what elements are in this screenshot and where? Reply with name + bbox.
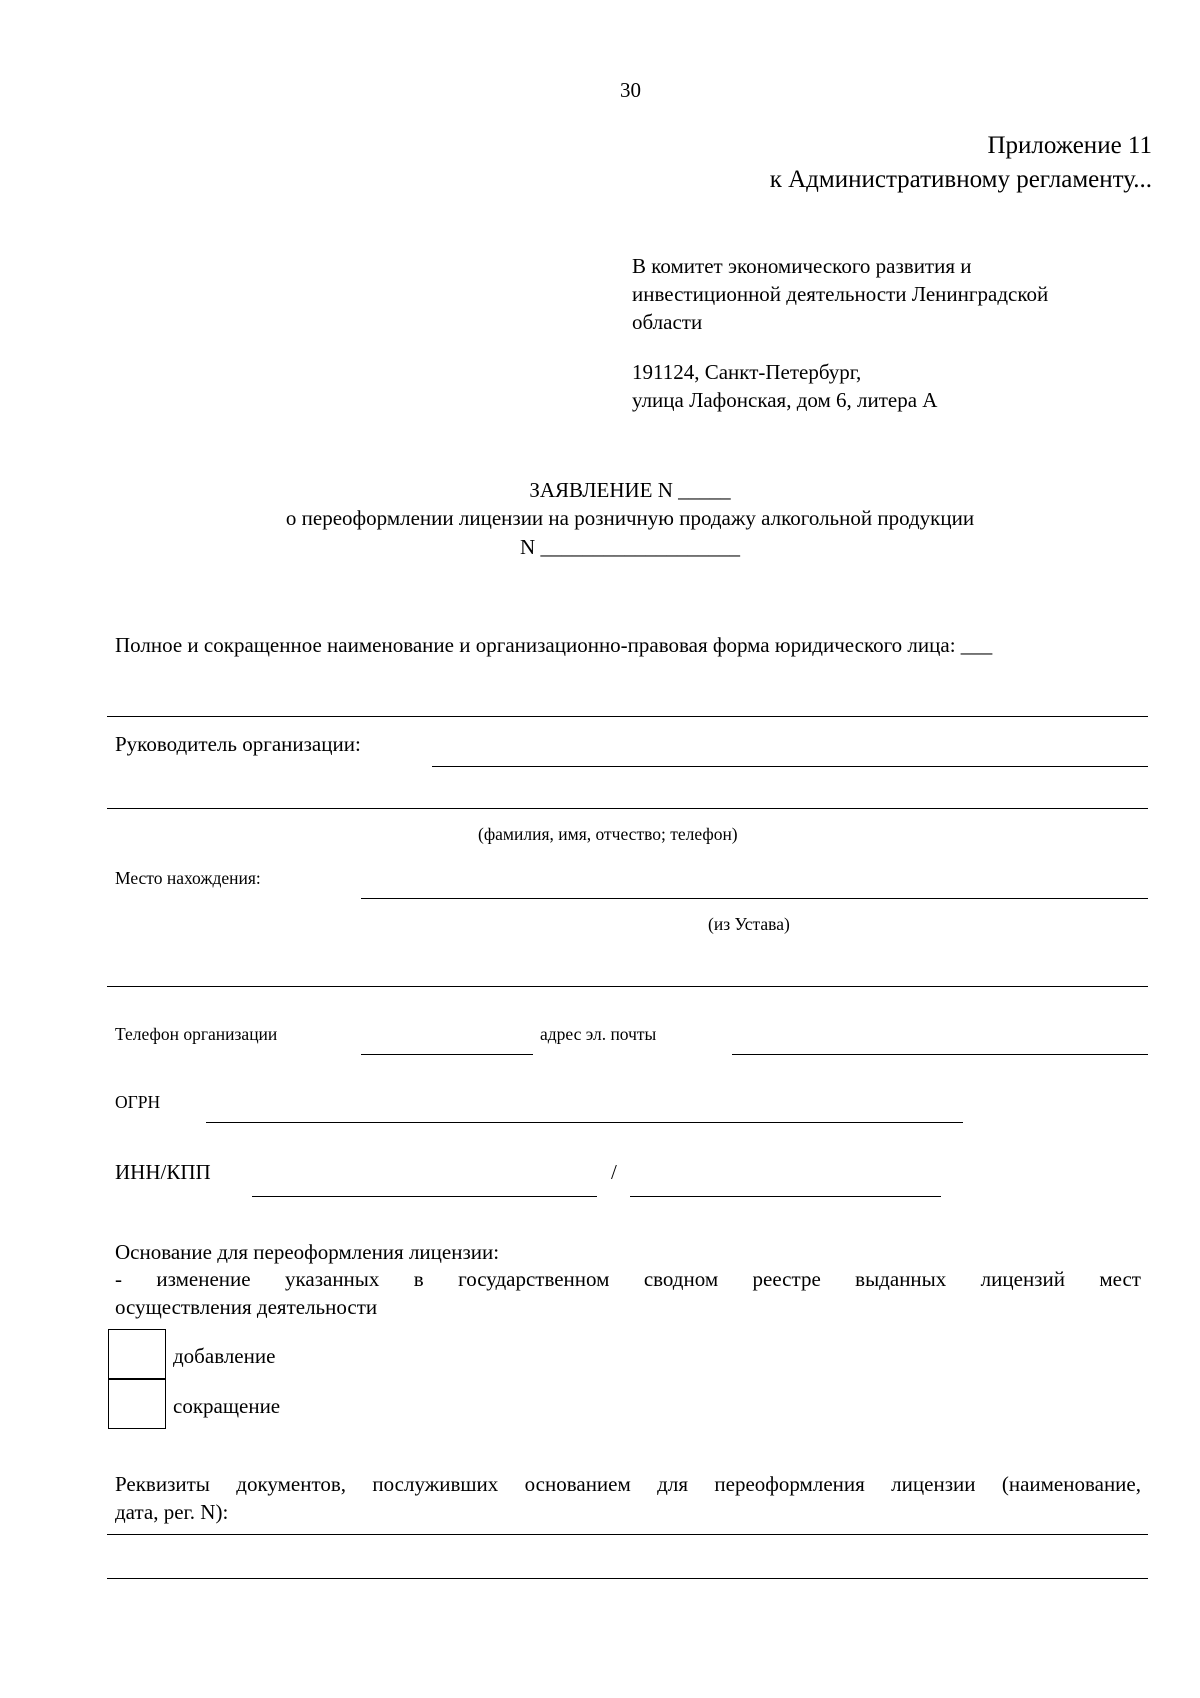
- addressee-address-line: улица Лафонская, дом 6, литера А: [632, 388, 938, 412]
- addressee-line: области: [632, 310, 703, 334]
- email-field[interactable]: [732, 1054, 1148, 1055]
- location-field-continued[interactable]: [107, 986, 1148, 987]
- ogrn-label: ОГРН: [115, 1092, 161, 1112]
- location-hint: (из Устава): [708, 914, 790, 934]
- page-number: 30: [620, 78, 641, 102]
- ogrn-field[interactable]: [206, 1122, 963, 1123]
- kpp-field[interactable]: [630, 1196, 941, 1197]
- appendix-subtitle: к Административному регламенту...: [769, 166, 1152, 193]
- phone-label: Телефон организации: [115, 1024, 278, 1044]
- requisites-line: дата, рег. N):: [115, 1500, 229, 1524]
- option-reduce-label: сокращение: [173, 1394, 281, 1418]
- application-title: ЗАЯВЛЕНИЕ N _____: [529, 478, 731, 502]
- requisites-field-continued[interactable]: [107, 1578, 1148, 1579]
- option-add-label: добавление: [173, 1344, 276, 1368]
- inn-kpp-label: ИНН/КПП: [115, 1160, 211, 1184]
- head-field-continued[interactable]: [107, 808, 1148, 809]
- org-name-field[interactable]: [107, 716, 1148, 717]
- addressee-address-line: 191124, Санкт-Петербург,: [632, 360, 862, 384]
- addressee-line: инвестиционной деятельности Ленинградской: [632, 282, 1049, 306]
- head-hint: (фамилия, имя, отчество; телефон): [478, 824, 738, 844]
- requisites-field[interactable]: [107, 1534, 1148, 1535]
- requisites-line: Реквизиты документов, послуживших основанием для переоформления лицензии (наименование,: [115, 1472, 1141, 1496]
- phone-field[interactable]: [361, 1054, 533, 1055]
- basis-item-line: осуществления деятельности: [115, 1295, 378, 1319]
- option-add-checkbox[interactable]: [108, 1329, 166, 1380]
- head-field[interactable]: [432, 766, 1148, 767]
- appendix-title: Приложение 11: [987, 132, 1152, 159]
- application-subtitle: о переоформлении лицензии на розничную продажу алкогольной продукции: [285, 506, 975, 530]
- inn-kpp-separator: /: [611, 1160, 617, 1184]
- option-reduce-checkbox[interactable]: [108, 1378, 166, 1429]
- basis-item-line: - изменение указанных в государственном сводном реестре выданных лицензий мест: [115, 1267, 1141, 1291]
- location-label: Место нахождения:: [115, 868, 261, 888]
- license-number-line: N ___________________: [520, 535, 740, 559]
- basis-heading: Основание для переоформления лицензии:: [115, 1240, 500, 1264]
- head-label: Руководитель организации:: [115, 732, 361, 756]
- email-label: адрес эл. почты: [540, 1024, 657, 1044]
- org-name-label: Полное и сокращенное наименование и организационно-правовая форма юридического лица: ___: [115, 633, 993, 657]
- inn-field[interactable]: [252, 1196, 597, 1197]
- addressee-line: В комитет экономического развития и: [632, 254, 972, 278]
- location-field[interactable]: [361, 898, 1148, 899]
